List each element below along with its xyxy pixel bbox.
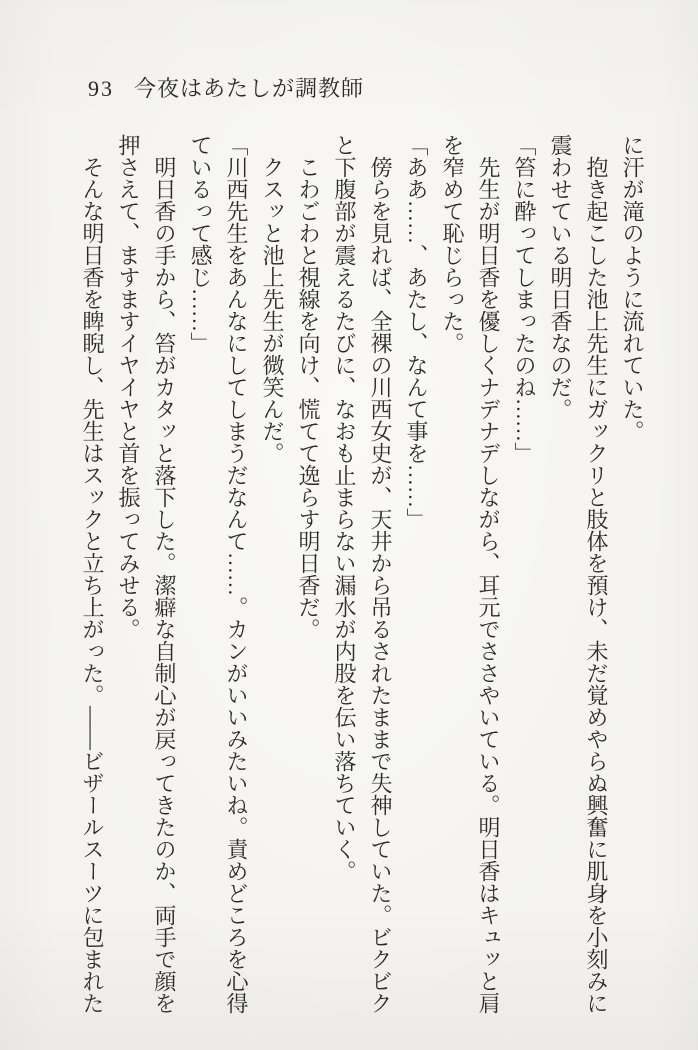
narration-paragraph: そんな明日香を睥睨し、先生はスックと立ち上がった。――ビザールスーツに包まれた [80,156,105,1014]
narration-paragraph: こわごわと視線を向け、慌てて逸らす明日香だ。 [296,156,321,640]
narration-paragraph: 傍らを見れば、全裸の川西女史が、天井から吊るされたままで失神していた。ビクビクと下腹部が震えるたびに、なおも止まらない漏水が内股を伝い落ちていく。 [332,134,393,1014]
dialogue-paragraph: 「笞に酔ってしまったのね……」 [512,134,537,464]
chapter-title: 今夜はあたしが調教師 [134,76,365,101]
page-number: 93 [88,76,114,101]
narration-paragraph: クスッと池上先生が微笑んだ。 [260,156,285,464]
vertical-text-body [50,134,650,1020]
narration-paragraph: 明日香の手から、笞がカタッと落下した。潔癖な自制心が戻ってきたのか、両手で顔を押さえて、ますますイヤイヤと首を振ってみせる。 [116,134,177,1014]
narration-paragraph: 抱き起こした池上先生にガックリと肢体を預け、未だ覚めやらぬ興奮に肌身を小刻みに震わせている明日香なのだ。 [548,134,609,1014]
dialogue-paragraph: 「川西先生をあんなにしてしまうだなんて……。カンがいいみたいね。責めどころを心得ているって感じ……」 [188,134,249,1014]
narration-paragraph: 先生が明日香を優しくナデナデしながら、耳元でささやいている。明日香はキュッと肩を窄めて恥じらった。 [440,134,501,1014]
narration-paragraph: に汗が滝のように流れていた。 [620,134,645,442]
dialogue-paragraph: 「ああ……、あたし、なんて事を……」 [404,134,429,530]
running-header [88,72,364,103]
